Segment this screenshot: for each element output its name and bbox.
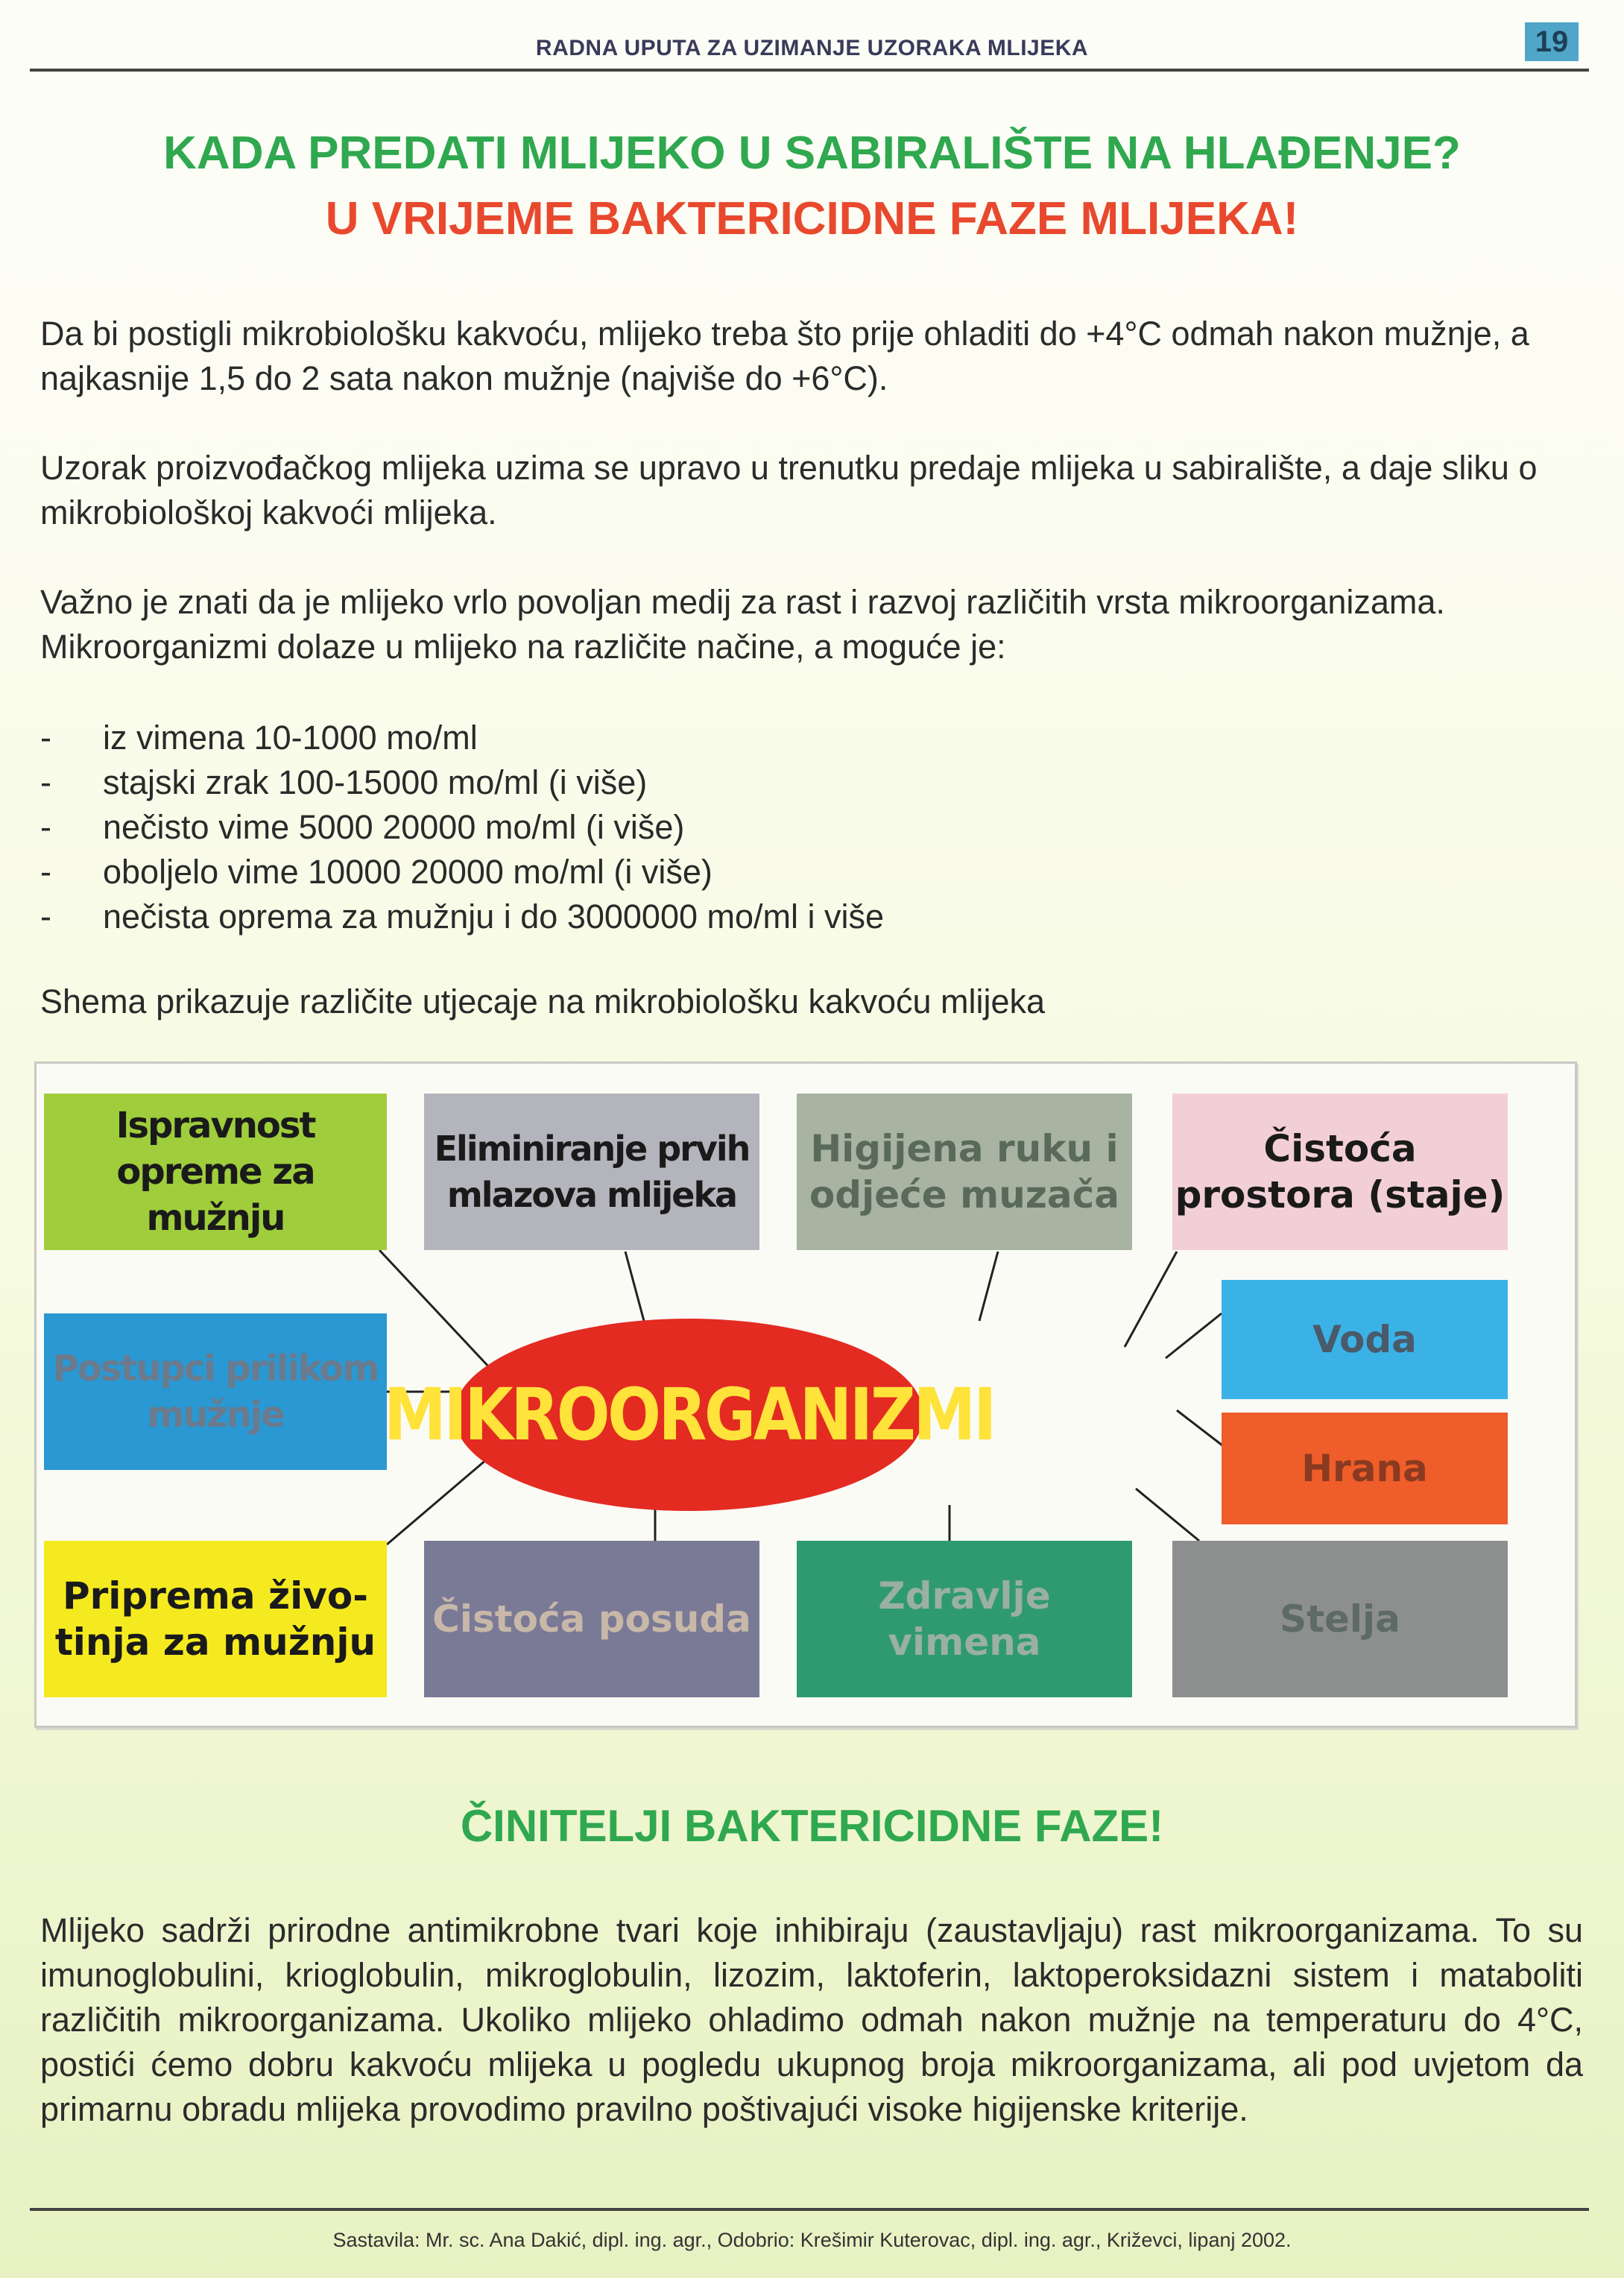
connector-line xyxy=(379,1250,491,1369)
header-divider xyxy=(30,69,1589,72)
paragraph-sample: Uzorak proizvođačkog mlijeka uzima se upravo u trenutku predaje mlijeka u sabiralište, a daje sliku o mikrobiološkoj kakvoći mlijeka. xyxy=(40,449,1538,531)
list-item: - oboljelo vime 10000 20000 mo/ml (i više) xyxy=(40,853,713,891)
main-heading-answer: U VRIJEME BAKTERICIDNE FAZE MLIJEKA! xyxy=(325,193,1299,244)
list-item: - iz vimena 10-1000 mo/ml xyxy=(40,719,478,757)
footer-credits: Sastavila: Mr. sc. Ana Dakić, dipl. ing. agr., Odobrio: Krešimir Kuterovac, dipl. ing. agr., Križevci, lipanj 2002. xyxy=(332,2229,1292,2251)
running-header: RADNA UPUTA ZA UZIMANJE UZORAKA MLIJEKA xyxy=(535,36,1089,60)
connector-line xyxy=(1125,1252,1177,1347)
footer-divider xyxy=(30,2208,1589,2211)
paragraph-bactericidal: Mlijeko sadrži prirodne antimikrobne tvari koje inhibiraju (zaustavljaju) rast mikroorganizama. To su imunoglobulini, krioglobulin, mikroglobulin, lizozim, laktoferin, laktoperoksidazni sistem i mataboliti različitih mikroorganizama. Ukoliko mlijeko ohladimo odmah nakon mužnje na temperaturu do 4°C, postići ćemo dobru kakvoću mlijeka u pogledu ukupnog broja mikroorganizama, ali pod uvjetom da primarnu obradu mlijeka provodimo pravilno poštivajući visoke higijenske kriterije. xyxy=(40,1911,1583,2128)
page-number: 19 xyxy=(1525,22,1579,61)
factor-barn-cleanliness: Čistoća prostora (staje) xyxy=(1172,1094,1508,1250)
list-item: - nečisto vime 5000 20000 mo/ml (i više) xyxy=(40,808,685,846)
diagram-caption: Shema prikazuje različite utjecaje na mikrobiološku kakvoću mlijeka xyxy=(40,982,1046,1020)
factor-first-streams: Eliminiranje prvih mlazova mlijeka xyxy=(424,1094,759,1250)
list-item: - nečista oprema za mužnju i do 3000000 mo/ml i više xyxy=(40,897,885,936)
influences-diagram xyxy=(34,1061,1577,1728)
connector-line xyxy=(979,1252,998,1321)
connector-line xyxy=(1136,1489,1199,1541)
connector-line xyxy=(1166,1313,1222,1358)
paragraph-cooling: Da bi postigli mikrobiološku kakvoću, mlijeko treba što prije ohladiti do +4°C odmah nakon mužnje, a najkasnije 1,5 do 2 sata nakon mužnje (najviše do +6°C). xyxy=(40,315,1529,397)
list-item: - stajski zrak 100-15000 mo/ml (i više) xyxy=(40,763,648,801)
factor-udder-health: Zdravlje vimena xyxy=(797,1541,1132,1697)
factor-milking-procedure: Postupci prilikom mužnje xyxy=(44,1313,387,1470)
factor-feed: Hrana xyxy=(1222,1413,1508,1524)
factor-water: Voda xyxy=(1222,1280,1508,1399)
factor-hygiene: Higijena ruku i odjeće muzača xyxy=(797,1094,1132,1250)
main-heading-question: KADA PREDATI MLIJEKO U SABIRALIŠTE NA HLAĐENJE? xyxy=(163,127,1461,179)
center-node: MIKROORGANIZMI xyxy=(454,1319,923,1511)
factor-bedding: Stelja xyxy=(1172,1541,1508,1697)
connector-line xyxy=(387,1459,487,1545)
factor-container-cleanliness: Čistoća posuda xyxy=(424,1541,759,1697)
section-heading: ČINITELJI BAKTERICIDNE FAZE! xyxy=(460,1801,1164,1851)
connector-line xyxy=(1177,1410,1225,1448)
factor-equipment: Ispravnost opreme za mužnju xyxy=(44,1094,387,1250)
connector-line xyxy=(625,1252,644,1321)
factor-animal-preparation: Priprema živo-tinja za mužnju xyxy=(44,1541,387,1697)
paragraph-medium: Važno je znati da je mlijeko vrlo povoljan medij za rast i razvoj različitih vrsta mikroorganizama. Mikroorganizmi dolaze u mlijeko na različite načine, a moguće je: xyxy=(40,583,1445,666)
